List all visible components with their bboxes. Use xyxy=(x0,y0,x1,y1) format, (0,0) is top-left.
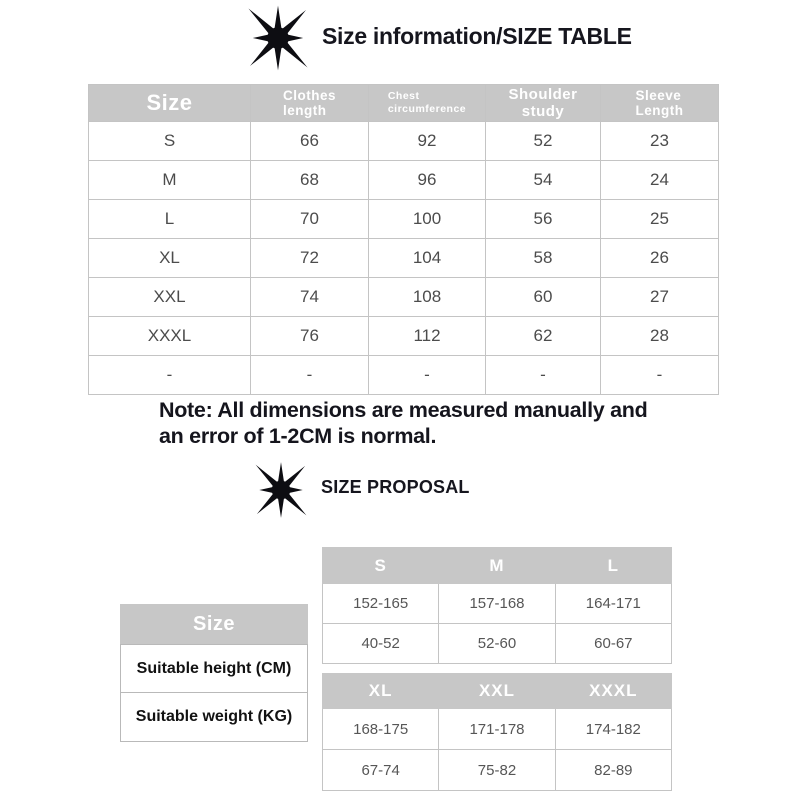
cell-height-xxl: 171-178 xyxy=(439,709,555,750)
size-table-row-l xyxy=(89,200,719,239)
cell-weight-s: 40-52 xyxy=(323,624,439,664)
proposal-sml-height-row xyxy=(323,584,672,624)
suitable-height-label: Suitable height (CM) xyxy=(120,644,308,693)
size-table-row-xxxl xyxy=(89,317,719,356)
proposal-table-xl xyxy=(322,673,672,791)
cell-height-m: 157-168 xyxy=(439,584,555,624)
cell-shoulder: 62 xyxy=(486,317,601,356)
column-header-chest-circumference: Chest circumference xyxy=(369,85,486,122)
cell-size: XL xyxy=(89,239,251,278)
cell-chest: - xyxy=(369,356,486,395)
proposal-sml-weight-row xyxy=(323,624,672,664)
cell-chest: 112 xyxy=(369,317,486,356)
column-header-shoulder-study: Shoulder study xyxy=(486,85,601,122)
column-header-xxl: XXL xyxy=(439,674,555,709)
cell-clothes-length: 66 xyxy=(251,122,369,161)
size-table xyxy=(88,84,719,395)
cell-shoulder: 60 xyxy=(486,278,601,317)
column-header-clothes-length: Clothes length xyxy=(251,85,369,122)
size-table-row-m xyxy=(89,161,719,200)
proposal-xl-height-row xyxy=(323,709,672,750)
column-header-sleeve-length: Sleeve Length xyxy=(601,85,719,122)
starburst-icon xyxy=(250,459,312,521)
size-table-header-row xyxy=(89,85,719,122)
cell-sleeve: 26 xyxy=(601,239,719,278)
cell-sleeve: - xyxy=(601,356,719,395)
cell-chest: 96 xyxy=(369,161,486,200)
cell-shoulder: 52 xyxy=(486,122,601,161)
cell-size: S xyxy=(89,122,251,161)
cell-weight-xxl: 75-82 xyxy=(439,750,555,791)
section-title-size-proposal: SIZE PROPOSAL xyxy=(321,477,470,497)
cell-weight-xxxl: 82-89 xyxy=(555,750,671,791)
cell-clothes-length: 74 xyxy=(251,278,369,317)
cell-size: L xyxy=(89,200,251,239)
cell-clothes-length: 68 xyxy=(251,161,369,200)
proposal-xl-weight-row xyxy=(323,750,672,791)
cell-weight-l: 60-67 xyxy=(555,624,671,664)
cell-size: XXL xyxy=(89,278,251,317)
cell-chest: 108 xyxy=(369,278,486,317)
cell-weight-m: 52-60 xyxy=(439,624,555,664)
cell-height-l: 164-171 xyxy=(555,584,671,624)
proposal-xl-header-row xyxy=(323,674,672,709)
cell-sleeve: 28 xyxy=(601,317,719,356)
cell-size: - xyxy=(89,356,251,395)
cell-sleeve: 27 xyxy=(601,278,719,317)
cell-weight-xl: 67-74 xyxy=(323,750,439,791)
size-table-row-xl xyxy=(89,239,719,278)
measurement-note xyxy=(159,397,647,449)
cell-shoulder: 56 xyxy=(486,200,601,239)
cell-clothes-length: - xyxy=(251,356,369,395)
section-title-size-information: Size information/SIZE TABLE xyxy=(322,23,632,49)
starburst-icon xyxy=(242,2,314,74)
note-line-1: Note: All dimensions are measured manually and xyxy=(159,398,648,422)
proposal-size-header: Size xyxy=(120,604,308,644)
cell-chest: 100 xyxy=(369,200,486,239)
cell-shoulder: 58 xyxy=(486,239,601,278)
column-header-s: S xyxy=(323,548,439,584)
cell-height-s: 152-165 xyxy=(323,584,439,624)
cell-height-xl: 168-175 xyxy=(323,709,439,750)
note-line-2: an error of 1-2CM is normal. xyxy=(159,424,437,448)
cell-clothes-length: 72 xyxy=(251,239,369,278)
cell-sleeve: 23 xyxy=(601,122,719,161)
cell-height-xxxl: 174-182 xyxy=(555,709,671,750)
column-header-m: M xyxy=(439,548,555,584)
cell-clothes-length: 70 xyxy=(251,200,369,239)
cell-shoulder: 54 xyxy=(486,161,601,200)
column-header-l: L xyxy=(555,548,671,584)
cell-clothes-length: 76 xyxy=(251,317,369,356)
column-header-xl: XL xyxy=(323,674,439,709)
cell-chest: 104 xyxy=(369,239,486,278)
suitable-weight-label: Suitable weight (KG) xyxy=(120,692,308,742)
cell-sleeve: 25 xyxy=(601,200,719,239)
size-table-row-s xyxy=(89,122,719,161)
size-table-row-xxl xyxy=(89,278,719,317)
cell-sleeve: 24 xyxy=(601,161,719,200)
cell-size: M xyxy=(89,161,251,200)
column-header-size: Size xyxy=(89,85,251,122)
proposal-sml-header-row xyxy=(323,548,672,584)
cell-size: XXXL xyxy=(89,317,251,356)
cell-shoulder: - xyxy=(486,356,601,395)
column-header-xxxl: XXXL xyxy=(555,674,671,709)
cell-chest: 92 xyxy=(369,122,486,161)
size-table-row-empty xyxy=(89,356,719,395)
proposal-table-sml xyxy=(322,547,672,664)
